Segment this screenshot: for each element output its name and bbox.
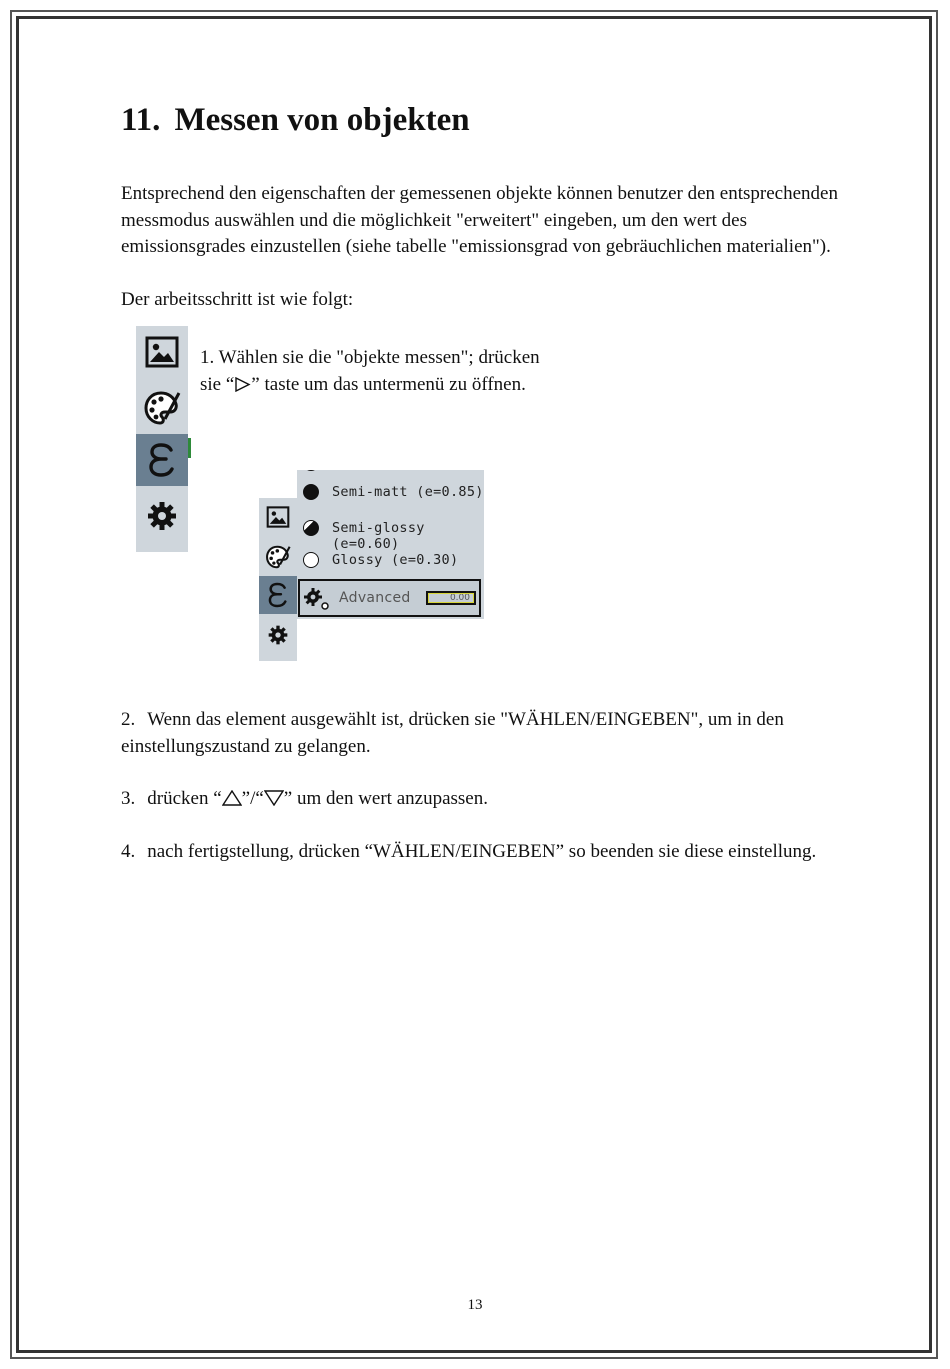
submenu-item-semi-matt bbox=[297, 476, 484, 510]
epsilon-icon bbox=[259, 576, 297, 614]
submenu-item-glossy bbox=[297, 544, 484, 578]
submenu-item-label: Semi-glossy (e=0.60) bbox=[332, 520, 425, 552]
gear-icon bbox=[136, 490, 188, 542]
step2-body: Wenn das element ausgewählt ist, drücken sie "WÄHLEN/EINGEBEN", um in den einstellungszustand zu gelangen. bbox=[121, 709, 784, 757]
up-triangle-icon bbox=[222, 790, 242, 806]
section-title: Messen von objekten bbox=[174, 102, 470, 138]
main-menu-illustration bbox=[136, 326, 188, 552]
step2-number: 2. bbox=[121, 709, 136, 730]
submenu-sidebar-illustration bbox=[259, 498, 297, 661]
step2-text bbox=[121, 707, 841, 760]
radio-filled-icon bbox=[303, 484, 319, 500]
partially-visible-row bbox=[297, 470, 484, 474]
radio-half-filled-icon bbox=[303, 520, 319, 536]
palette-icon bbox=[136, 382, 188, 434]
submenu-item-advanced bbox=[298, 579, 481, 617]
step1-text bbox=[200, 345, 620, 398]
step3-number: 3. bbox=[121, 788, 136, 809]
gear-icon bbox=[259, 616, 297, 654]
image-icon bbox=[259, 498, 297, 536]
page-number: 13 bbox=[467, 1297, 483, 1313]
step3-mid: ”/“ bbox=[241, 788, 264, 809]
advanced-value-field: 0.00 bbox=[426, 591, 476, 605]
step4-number: 4. bbox=[121, 841, 136, 862]
step3-text bbox=[121, 786, 841, 813]
gear-icon bbox=[303, 587, 333, 611]
submenu-item-semi-glossy bbox=[297, 512, 484, 552]
step1-line1: 1. Wählen sie die "objekte messen"; drücken bbox=[200, 347, 540, 368]
intro-paragraph: Entsprechend den eigenschaften der gemessenen objekte können benutzer den entsprechenden messmodus auswählen und die möglichkeit "erweitert" eingeben, um den wert des emissionsgrades einzustellen (siehe tabelle "emissionsgrad von gebräuchlichen materialien"). bbox=[121, 183, 838, 257]
work-steps-intro: Der arbeitsschritt ist wie folgt: bbox=[121, 289, 354, 310]
step4-body: nach fertigstellung, drücken “WÄHLEN/EINGEBEN” so beenden sie diese einstellung. bbox=[147, 841, 817, 862]
step4-text bbox=[121, 839, 841, 866]
emissivity-submenu-illustration bbox=[297, 470, 484, 619]
radio-empty-icon bbox=[303, 552, 319, 568]
step3-pre: drücken “ bbox=[147, 788, 222, 809]
palette-icon bbox=[259, 538, 297, 576]
step1-line2-pre: sie “ bbox=[200, 373, 235, 395]
down-triangle-icon bbox=[264, 790, 284, 806]
image-icon bbox=[136, 326, 188, 378]
step1-line2-post: ” taste um das untermenü zu öffnen. bbox=[251, 373, 526, 395]
section-number: 11. bbox=[121, 102, 161, 138]
section-heading bbox=[121, 102, 470, 139]
submenu-item-label: Glossy (e=0.30) bbox=[332, 552, 459, 568]
right-triangle-icon bbox=[234, 377, 251, 392]
submenu-item-label: Advanced bbox=[339, 590, 411, 606]
epsilon-icon bbox=[136, 434, 188, 486]
submenu-item-label: Semi-matt (e=0.85) bbox=[332, 484, 484, 500]
step3-post: ” um den wert anzupassen. bbox=[283, 788, 488, 809]
